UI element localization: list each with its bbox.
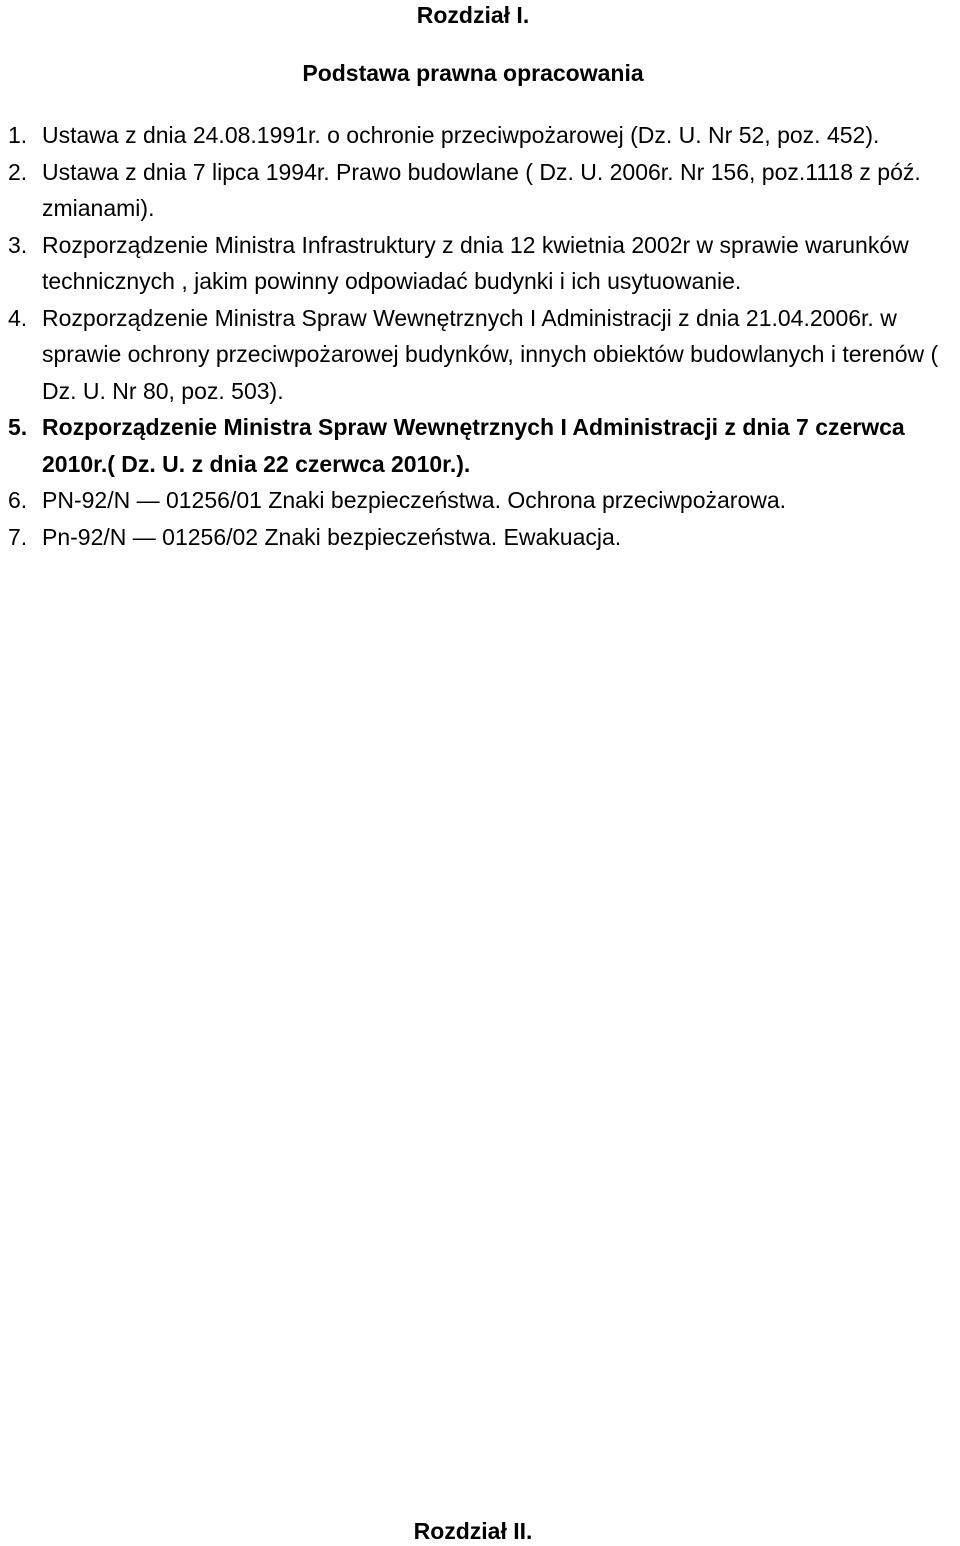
list-item-number: 1. [8, 122, 28, 148]
list-item-number: 7. [8, 523, 28, 550]
list-item-number: 2. [8, 158, 28, 185]
list-item-text: Pn-92/N — 01256/02 Znaki bezpieczeństwa. Ewakuacja. [42, 523, 622, 550]
list-item-text: PN-92/N — 01256/01 Znaki bezpieczeństwa. Ochrona przeciwpożarowa. [42, 487, 787, 513]
list-item [0, 519, 940, 556]
list-item-number: 6. [8, 487, 28, 513]
list-item-text: Rozporządzenie Ministra Spraw Wewnętrznych I Administracji z dnia 21.04.2006r. w sprawie ochrony przeciwpożarowej budynków, innych obiektów budowlanych i terenów ( Dz. U. Nr 80, poz. 503). [42, 304, 939, 404]
legal-basis-list [0, 117, 940, 555]
list-item-text: Rozporządzenie Ministra Spraw Wewnętrznych I Administracji z dnia 7 czerwca 2010r.( Dz. U. z dnia 22 czerwca 2010r.). [42, 414, 905, 477]
list-item-text: Ustawa z dnia 24.08.1991r. o ochronie przeciwpożarowej (Dz. U. Nr 52, poz. 452). [42, 122, 880, 148]
list-item-text: Ustawa z dnia 7 lipca 1994r. Prawo budowlane ( Dz. U. 2006r. Nr 156, poz.1118 z póź. zmianami). [42, 158, 921, 221]
list-item-text: Rozporządzenie Ministra Infrastruktury z dnia 12 kwietnia 2002r w sprawie warunków technicznych , jakim powinny odpowiadać budynki i ich usytuowanie. [42, 231, 909, 294]
list-item [0, 227, 940, 300]
chapter-1-heading: Rozdział I. [416, 2, 530, 28]
list-item [0, 300, 940, 410]
section-title: Podstawa prawna opracowania [302, 60, 644, 86]
list-item-number: 3. [8, 231, 28, 258]
list-item-number: 4. [8, 304, 28, 331]
list-item [0, 482, 940, 519]
list-item [0, 117, 940, 154]
list-item [0, 409, 940, 482]
list-item [0, 154, 940, 227]
list-item-number: 5. [8, 414, 28, 440]
chapter-2-heading: Rozdział II. [413, 1518, 533, 1544]
